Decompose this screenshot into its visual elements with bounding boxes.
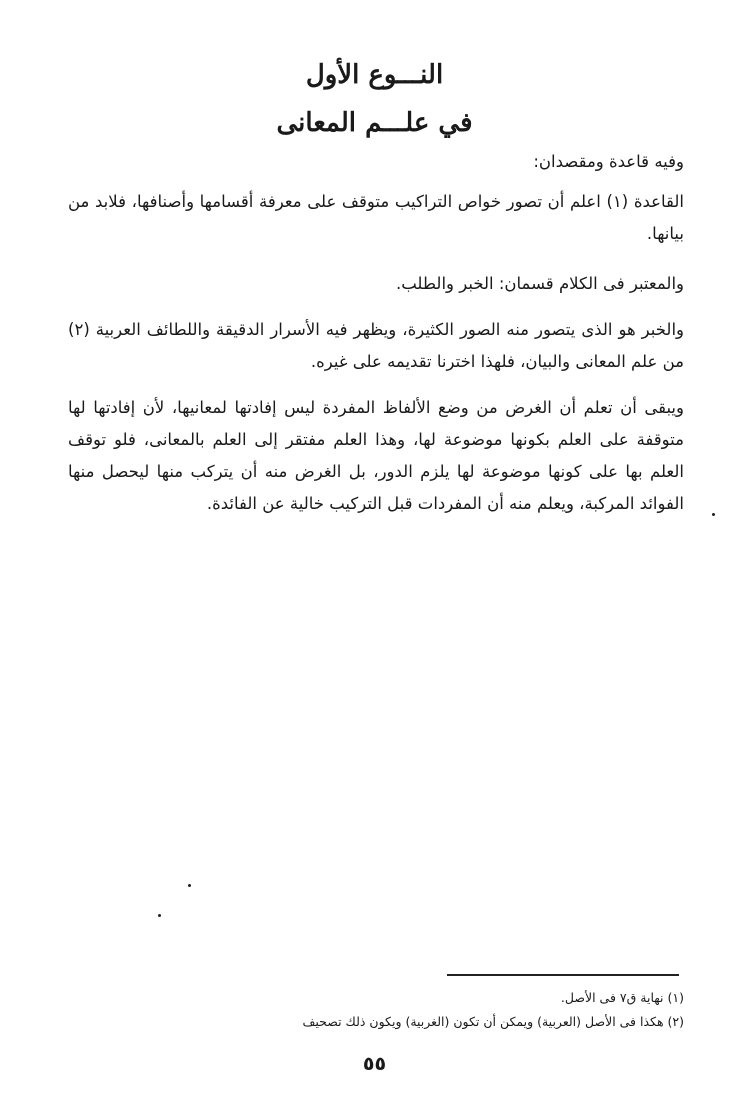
footnote-1: (١) نهاية ق٧ فى الأصل. (560, 990, 684, 1005)
intro-paragraph: وفيه قاعدة ومقصدان: (533, 152, 684, 171)
chapter-title: النـــوع الأول (305, 60, 444, 90)
stray-dot-mark (188, 884, 191, 887)
chapter-subtitle: في علـــم المعانى (276, 108, 473, 138)
stray-dot-mark (158, 914, 161, 917)
rule-paragraph: القاعدة (١) اعلم أن تصور خواص التراكيب متوقف على معرفة أقسامها وأصنافها، فلابد من بيانها. (68, 192, 684, 243)
footnotes (68, 986, 684, 1034)
page-number: ٥٥ (362, 1053, 387, 1075)
single-words-paragraph: ويبقى أن تعلم أن الغرض من وضع الألفاظ المفردة ليس إفادتها لمعانيها، لأن إفادتها لها متوقفة على العلم بكونها موضوعة لها، وهذا العلم مفتقر إلى العلم بالمعانى، فلو توقف العلم بها على كونها موضوعة لها يلزم الدور، بل الغرض منه أن يتركب منها ليحصل منها الفوائد المركبة، ويعلم منه أن المفردات قبل التركيب خالية عن الفائدة. (68, 398, 684, 513)
footnote-divider (447, 974, 679, 976)
footnote-2: (٢) هكذا فى الأصل (العربية) ويمكن أن تكون (الغربية) ويكون ذلك تصحيف (302, 1014, 684, 1029)
speech-kinds-paragraph: والمعتبر فى الكلام قسمان: الخبر والطلب. (395, 274, 684, 293)
khabar-paragraph: والخبر هو الذى يتصور منه الصور الكثيرة، ويظهر فيه الأسرار الدقيقة واللطائف العربية (٢) من علم المعانى والبيان، فلهذا اخترنا تقديمه على غيره. (68, 320, 684, 371)
stray-dot-mark (712, 513, 715, 516)
